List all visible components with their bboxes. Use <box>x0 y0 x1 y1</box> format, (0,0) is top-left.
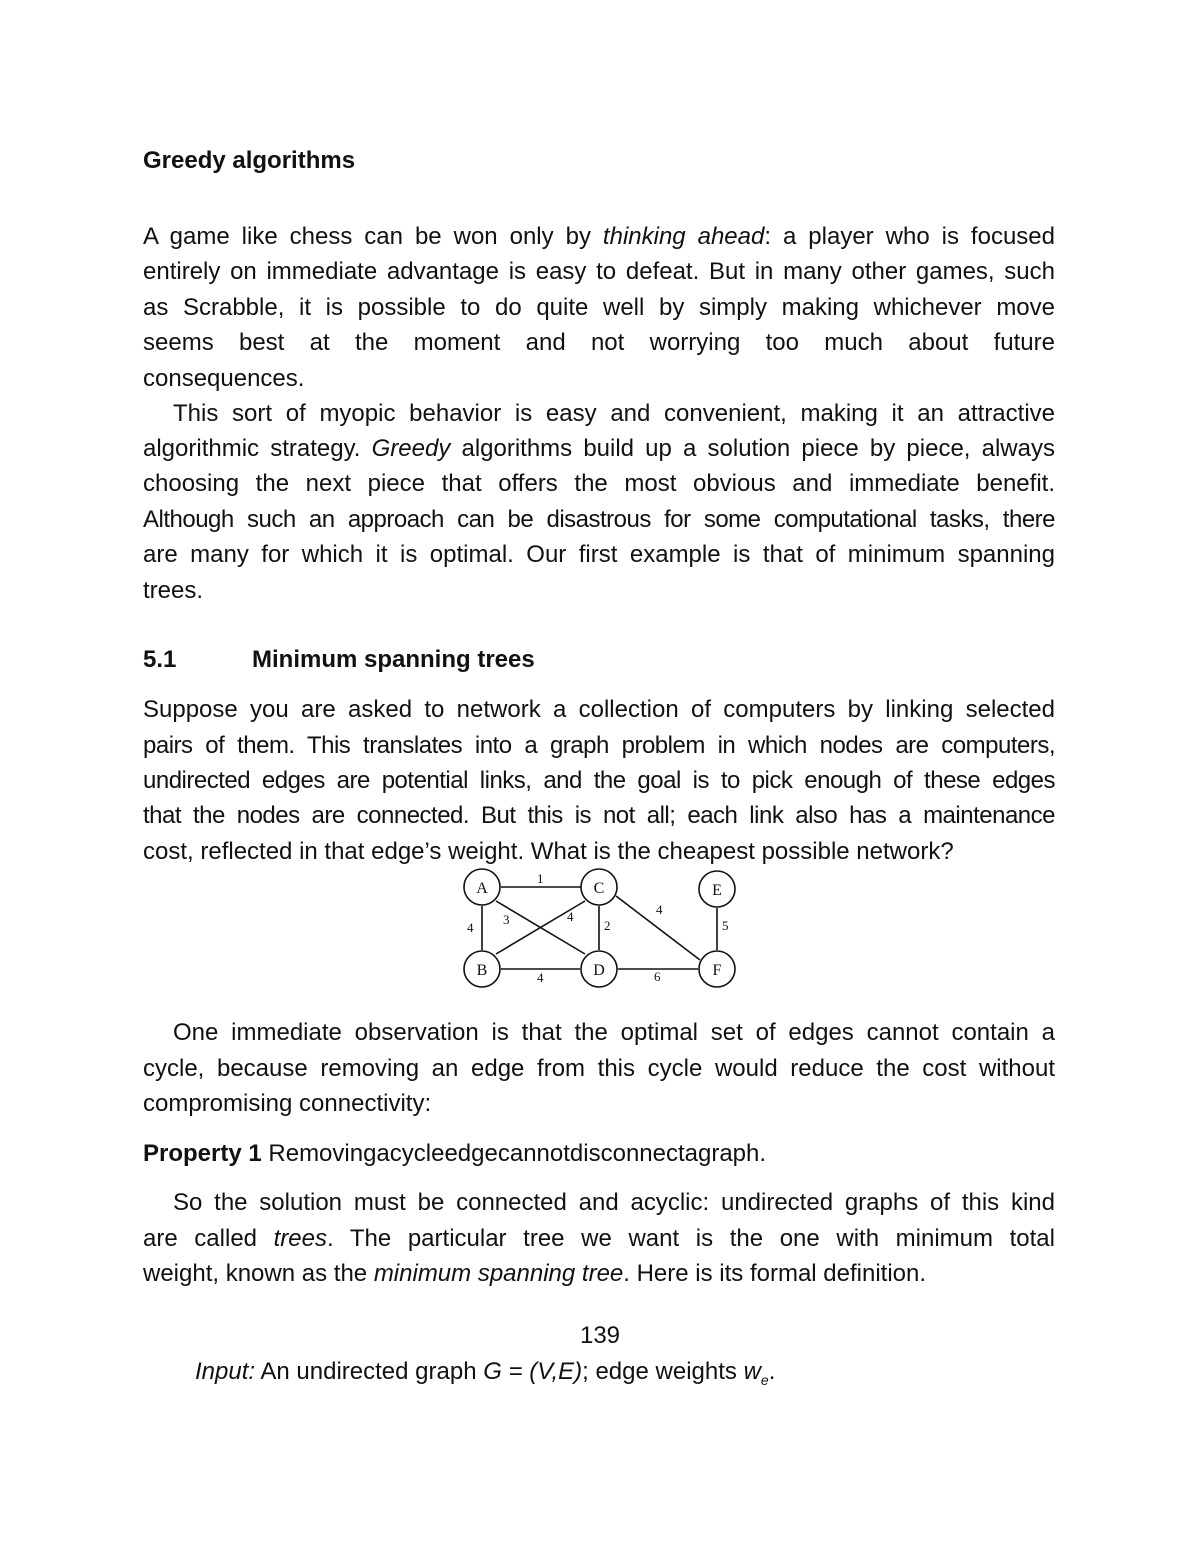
weight-E-F: 5 <box>722 918 729 933</box>
chapter-heading: Greedy algorithms <box>143 147 356 174</box>
intro-line-4: seems best at the moment and not worrying too much about future <box>143 329 1055 356</box>
graph-figure <box>440 866 760 996</box>
intro-line-3: as Scrabble, it is possible to do quite well by simply making whichever move <box>143 294 1055 321</box>
property-label: Property 1 <box>143 1140 262 1167</box>
section-title: Minimum spanning trees <box>252 646 535 673</box>
node-E <box>699 871 735 907</box>
para4-line-1: One immediate observation is that the optimal set of edges cannot contain a <box>173 1019 1055 1046</box>
para2-line-2: algorithmic strategy. Greedy algorithms build up a solution piece by piece, always <box>143 435 1055 462</box>
weight-B-C: 4 <box>567 909 574 924</box>
section-number: 5.1 <box>143 646 177 673</box>
emphasis-trees: trees <box>273 1225 327 1252</box>
para2-line-6: trees. <box>143 577 204 604</box>
para3-line-3: undirected edges are potential links, and the goal is to pick enough of these edges <box>143 767 1055 794</box>
para3-line-4: that the nodes are connected. But this is not all; each link also has a maintenance <box>143 802 1055 829</box>
property-1 <box>143 1139 1055 1169</box>
para3-line-5: cost, reflected in that edge’s weight. What is the cheapest possible network? <box>143 838 954 865</box>
weight-subscript: e <box>760 1371 769 1388</box>
intro-line-1: A game like chess can be won only by thinking ahead: a player who is focused <box>143 223 1055 250</box>
emphasis-minimum-spanning-tree: minimum spanning tree <box>373 1260 624 1287</box>
para3-line-2: pairs of them. This translates into a graph problem in which nodes are computers, <box>143 732 1055 759</box>
para5-line-1: So the solution must be connected and acyclic: undirected graphs of this kind <box>173 1189 1055 1216</box>
node-A-label: A <box>476 880 488 897</box>
weight-A-C: 1 <box>537 871 544 886</box>
intro-line-5: consequences. <box>143 365 305 392</box>
para3-line-1: Suppose you are asked to network a collection of computers by linking selected <box>143 696 1055 723</box>
node-F-label: F <box>712 962 722 979</box>
graph-notation: G = (V,E) <box>483 1358 583 1385</box>
input-definition: Input: An undirected graph G = (V,E); edge weights $w_e$. <box>195 1358 776 1388</box>
node-D <box>581 951 617 987</box>
node-B-label: B <box>476 962 488 979</box>
para2-line-3: choosing the next piece that offers the most obvious and immediate benefit. <box>143 470 1055 497</box>
weight-symbol: w <box>743 1358 761 1385</box>
para2-line-1: This sort of myopic behavior is easy and convenient, making it an attractive <box>173 400 1055 427</box>
para2-line-5: are many for which it is optimal. Our first example is that of minimum spanning <box>143 541 1055 568</box>
weight-C-D: 2 <box>604 918 611 933</box>
para2-line-4: Although such an approach can be disastrous for some computational tasks, there <box>143 506 1055 533</box>
node-F <box>699 951 735 987</box>
para4-line-2: cycle, because removing an edge from this cycle would reduce the cost without <box>143 1055 1055 1082</box>
weight-A-D: 3 <box>503 912 510 927</box>
para5-line-2: are called trees. The particular tree we want is the one with minimum total <box>143 1225 1055 1252</box>
node-B <box>464 951 500 987</box>
input-label: Input: <box>195 1358 256 1385</box>
property-text: Removingacycleedgecannotdisconnectagraph. <box>261 1140 767 1167</box>
node-D-label: D <box>593 962 605 979</box>
page-number: 139 <box>579 1322 621 1349</box>
node-C-label: C <box>593 880 605 897</box>
emphasis-thinking-ahead: thinking ahead <box>602 223 765 250</box>
intro-line-2: entirely on immediate advantage is easy to defeat. But in many other games, such <box>143 258 1055 285</box>
para4-line-3: compromising connectivity: <box>143 1090 432 1117</box>
weight-D-F: 6 <box>654 969 661 984</box>
node-E-label: E <box>712 882 722 899</box>
emphasis-greedy: Greedy <box>371 435 451 462</box>
weight-B-D: 4 <box>537 970 544 985</box>
para5-line-3: weight, known as the minimum spanning tree. Here is its formal definition. <box>143 1260 927 1287</box>
node-A <box>464 869 500 905</box>
weight-C-F: 4 <box>656 902 663 917</box>
node-C <box>581 869 617 905</box>
weight-A-B: 4 <box>467 920 474 935</box>
